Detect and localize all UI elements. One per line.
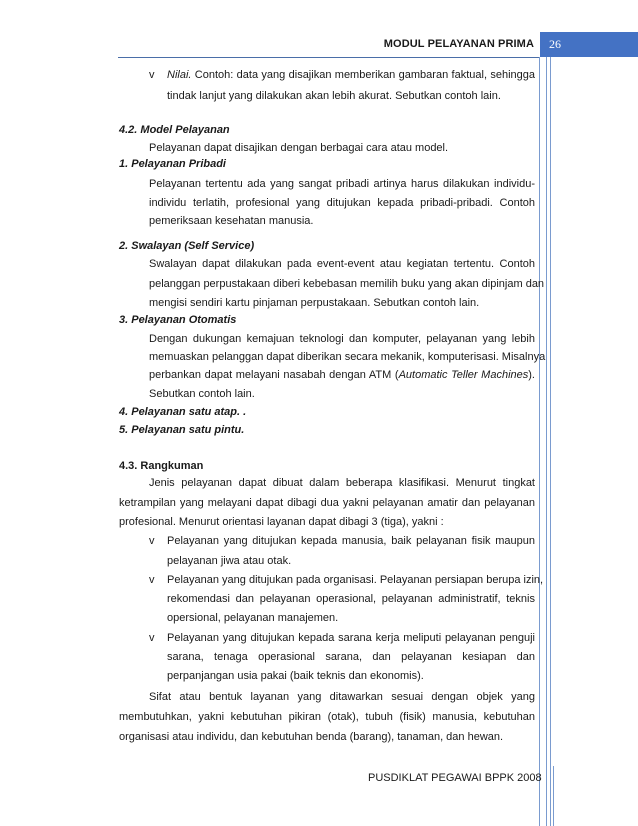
bullet-line: sarana, tenaga operasional sarana, dan pelayanan kesiapan dan — [167, 651, 535, 663]
bullet-line: perpanjangan usia pakai (baik teknis dan ekonomis). — [167, 670, 424, 682]
bullet-line: Pelayanan yang ditujukan pada organisasi. Pelayanan persiapan berupa izin, — [167, 574, 544, 586]
section-heading-4-3: 4.3. Rangkuman — [119, 460, 204, 472]
bullet-line: Pelayanan yang ditujukan kepada manusia, baik pelayanan fisik maupun — [167, 535, 535, 547]
item-title-1: 1. Pelayanan Pribadi — [119, 158, 226, 170]
bullet-marker: v — [149, 535, 155, 547]
intro-line-1: Nilai. Contoh: data yang disajikan memberikan gambaran faktual, sehingga — [167, 69, 535, 81]
bullet-line: Pelayanan yang ditujukan kepada sarana kerja meliputi pelayanan penguji — [167, 632, 535, 644]
closing-line: membutuhkan, yakni kebutuhan pikiran (otak), tubuh (fisik) manusia, kebutuhan — [119, 711, 535, 723]
item-title-3: 3. Pelayanan Otomatis — [119, 314, 237, 326]
bullet-line: opersional, pelayanan manajemen. — [167, 612, 339, 624]
intro-line-2: tindak lanjut yang dilakukan akan lebih akurat. Sebutkan contoh lain. — [167, 90, 501, 102]
item3-line: Sebutkan contoh lain. — [149, 388, 255, 400]
item2-line: mengisi sendiri kartu pinjaman perpustakaan. Sebutkan contoh lain. — [149, 297, 480, 309]
summary-line: ketrampilan yang melayani dapat dibagi dua yakni pelayanan amatir dan pelayanan — [119, 497, 535, 509]
item-title-2: 2. Swalayan (Self Service) — [119, 240, 255, 252]
footer-text: PUSDIKLAT PEGAWAI BPPK 2008 — [368, 772, 542, 784]
bullet-line: rekomendasi dan pelayanan operasional, pelayanan administratif, teknis — [167, 593, 535, 605]
bullet-line: pelayanan jiwa atau otak. — [167, 555, 292, 567]
item2-line: Swalayan dapat dilakukan pada event-event atau kegiatan tertentu. Contoh — [149, 258, 535, 270]
item1-line: pemeriksaan kesehatan manusia. — [149, 215, 314, 227]
section-heading-4-2: 4.2. Model Pelayanan — [119, 124, 230, 136]
item-title-5: 5. Pelayanan satu pintu. — [119, 424, 245, 436]
section-intro: Pelayanan dapat disajikan dengan berbagai cara atau model. — [149, 142, 449, 154]
page-number: 26 — [540, 32, 638, 57]
item1-line: individu terlatih, profesional yang ditujukan kepada pribadi-pribadi. Contoh — [149, 197, 535, 209]
item-title-4: 4. Pelayanan satu atap. . — [119, 406, 247, 418]
closing-line: organisasi atau individu, dan kebutuhan benda (barang), tanaman, dan hewan. — [119, 731, 504, 743]
header-title: MODUL PELAYANAN PRIMA — [383, 38, 534, 50]
item3-line: Dengan dukungan kemajuan teknologi dan komputer, pelayanan yang lebih — [149, 333, 535, 345]
item1-line: Pelayanan tertentu ada yang sangat pribadi artinya harus dilakukan individu- — [149, 178, 535, 190]
item3-line: perbankan dapat melayani nasabah dengan ATM (Automatic Teller Machines). — [149, 369, 535, 381]
bullet-marker: v — [149, 69, 155, 81]
item2-line: pelanggan perpustakaan diberi kebebasan memilih buku yang akan dipinjam dan — [149, 278, 545, 290]
summary-line: profesional. Menurut orientasi layanan dapat dibagi 3 (tiga), yakni : — [119, 516, 444, 528]
bullet-marker: v — [149, 574, 155, 586]
bullet-marker: v — [149, 632, 155, 644]
summary-line: Jenis pelayanan dapat dibuat dalam beberapa klasifikasi. Menurut tingkat — [149, 477, 535, 489]
item3-line: memuaskan pelanggan dapat diberikan secara mekanik, komputerisasi. Misalnya — [149, 351, 546, 363]
closing-line: Sifat atau bentuk layanan yang ditawarkan sesuai dengan objek yang — [149, 691, 535, 703]
